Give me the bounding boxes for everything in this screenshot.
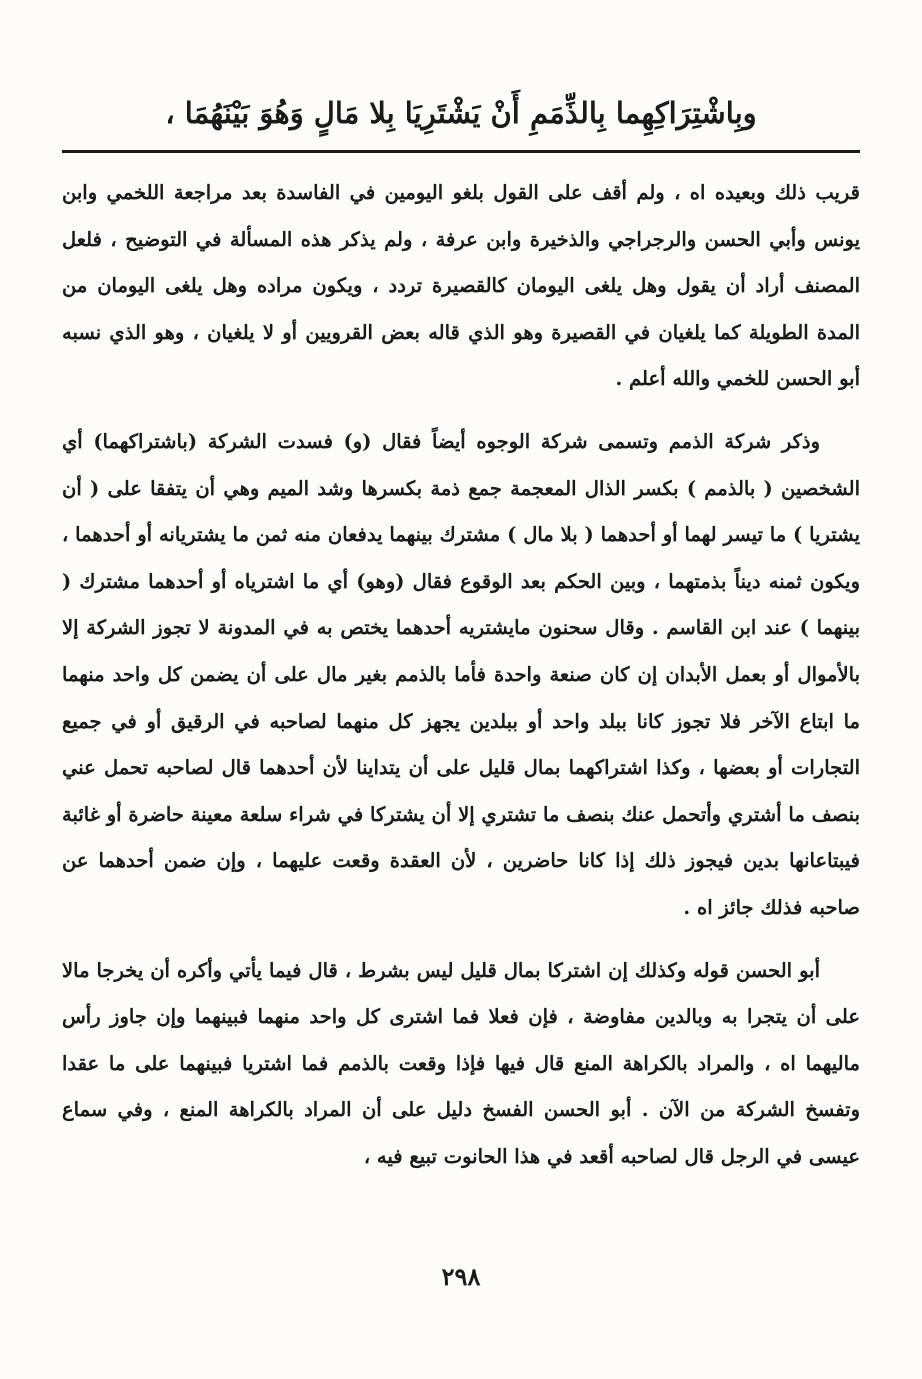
paragraph-1: قريب ذلك وبعيده اه ، ولم أقف على القول بلغو اليومين في الفاسدة بعد مراجعة اللخمي وابن يونس وأبي الحسن والرجراجي والذخيرة وابن عرفة ، ولم يذكر هذه المسألة في التوضيح ، فلعل المصنف أراد أن يقول وهل يلغى اليومان كالقصيرة تردد ، ويكون مراده وهل يلغى اليومان من المدة الطويلة كما يلغيان في القصيرة وهو الذي قاله بعض القرويين أو لا يلغيان ، وهو الذي نسبه أبو الحسن للخمي والله أعلم .	[62, 181, 860, 391]
paragraph-2: وذكر شركة الذمم وتسمى شركة الوجوه أيضاً فقال (و) فسدت الشركة (باشتراكهما) أي الشخصين ( بالذمم ) بكسر الذال المعجمة جمع ذمة بكسرها وشد الميم وهي أن يتفقا على ( أن يشتريا ) ما تيسر لهما أو أحدهما ( بلا مال ) مشترك بينهما يدفعان منه ثمن ما يشتريانه أو أحدهما ، ويكون ثمنه ديناً بذمتهما ، وبين الحكم بعد الوقوع فقال (وهو) أي ما اشترياه أو أحدهما مشترك ( بينهما ) عند ابن القاسم . وقال سحنون مايشتريه أحدهما يختص به في المدونة لا تجوز الشركة إلا بالأموال أو بعمل الأبدان إن كان صنعة واحدة فأما بالذمم بغير مال على أن يضمن كل واحد منهما ما ابتاع الآخر فلا تجوز كانا ببلد واحد أو ببلدين يجهز كل منهما لصاحبه في الرقيق أو في جميع التجارات أو بعضها ، وكذا اشتراكهما بمال قليل على أن يتداينا لأن أحدهما قال لصاحبه تحمل عني بنصف ما أشتري وأتحمل عنك بنصف ما تشتري إلا أن يشتركا في شراء سلعة معينة حاضرة أو غائبة فيبتاعانها بدين فيجوز ذلك إذا كانا حاضرين ، لأن العقدة وقعت عليهما ، وإن ضمن أحدهما عن صاحبه فذلك جائز اه .	[62, 429, 860, 919]
paragraph-3: أبو الحسن قوله وكذلك إن اشتركا بمال قليل ليس بشرط ، قال فيما يأتي وأكره أن يخرجا مالا على أن يتجرا به وبالدين مفاوضة ، فإن فعلا فما اشترى كل واحد منهما فبينهما وإن جاوز رأس ماليهما اه ، والمراد بالكراهة المنع قال فيها فإذا وقعت بالذمم فما اشتريا فبينهما على ما عقدا وتفسخ الشركة من الآن . أبو الحسن الفسخ دليل على أن المراد بالكراهة المنع ، وفي سماع عيسى في الرجل قال لصاحبه أقعد في هذا الحانوت تبيع فيه ،	[62, 958, 860, 1168]
page-header-title: وبِاشْتِرَاكِهِما بِالذِّمَمِ أَنْ يَشْتَرِيَا بِلا مَالٍ وَهُوَ بَيْنَهُمَا ،	[165, 96, 757, 130]
header-divider	[62, 150, 860, 153]
page-number: ٢٩٨	[441, 1262, 481, 1291]
page-body	[62, 170, 860, 1196]
